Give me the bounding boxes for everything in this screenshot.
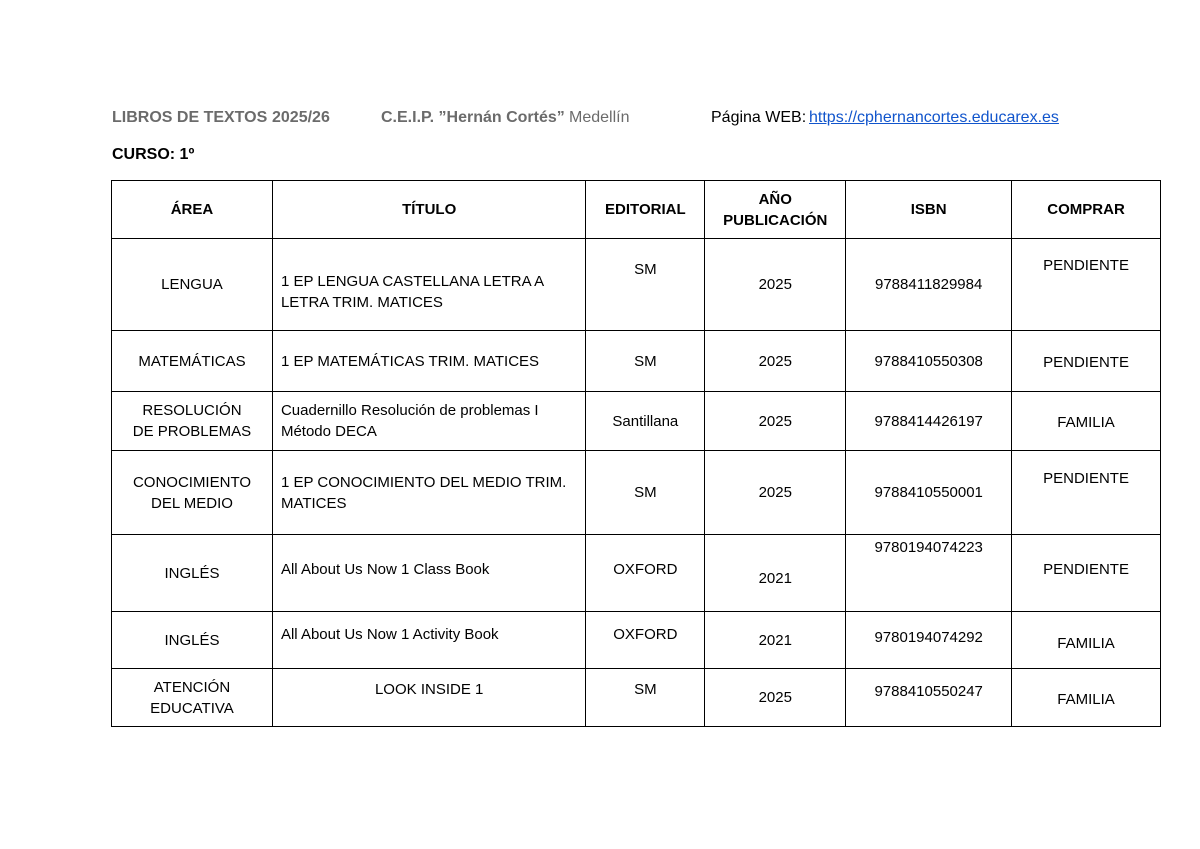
course-label: CURSO: 1º (112, 146, 195, 163)
cell-editorial: SM (586, 451, 705, 535)
cell-titulo: 1 EP CONOCIMIENTO DEL MEDIO TRIM. MATICES (272, 451, 585, 535)
cell-titulo: All About Us Now 1 Class Book (272, 535, 585, 612)
cell-anio: 2025 (705, 331, 846, 392)
header-year: 2025/26 (272, 109, 330, 126)
table-row (112, 669, 1161, 727)
table-row (112, 451, 1161, 535)
cell-anio: 2025 (705, 669, 846, 727)
cell-isbn: 9780194074223 (846, 535, 1012, 612)
cell-anio: 2021 (705, 535, 846, 612)
cell-editorial: SM (586, 669, 705, 727)
cell-isbn: 9788414426197 (846, 392, 1012, 451)
cell-isbn: 9788410550001 (846, 451, 1012, 535)
table-header-row (112, 181, 1161, 239)
header-town: Medellín (569, 109, 630, 126)
cell-area: INGLÉS (112, 612, 273, 669)
cell-titulo: 1 EP LENGUA CASTELLANA LETRA A LETRA TRIM. MATICES (272, 239, 585, 331)
cell-titulo: LOOK INSIDE 1 (272, 669, 585, 727)
header-web-label: Página WEB: (711, 109, 807, 126)
cell-editorial: Santillana (586, 392, 705, 451)
cell-area (112, 451, 273, 535)
cell-titulo: Cuadernillo Resolución de problemas I Método DECA (272, 392, 585, 451)
header-comprar: COMPRAR (1012, 181, 1161, 239)
cell-anio: 2025 (705, 392, 846, 451)
cell-area (112, 669, 273, 727)
cell-area: LENGUA (112, 239, 273, 331)
header-isbn: ISBN (846, 181, 1012, 239)
cell-isbn: 9788410550247 (846, 669, 1012, 727)
cell-area-text: RESOLUCIÓN DE PROBLEMAS (132, 402, 252, 440)
cell-comprar: FAMILIA (1012, 669, 1161, 727)
header-web-link[interactable]: https://cphernancortes.educarex.es (809, 109, 1059, 126)
table-row (112, 392, 1161, 451)
cell-titulo: 1 EP MATEMÁTICAS TRIM. MATICES (272, 331, 585, 392)
cell-area-text: CONOCIMIENTO DEL MEDIO (132, 473, 251, 512)
header-editorial: EDITORIAL (586, 181, 705, 239)
table-row (112, 612, 1161, 669)
cell-editorial: OXFORD (586, 612, 705, 669)
cell-comprar: PENDIENTE (1012, 239, 1161, 331)
cell-isbn: 9788410550308 (846, 331, 1012, 392)
cell-titulo: All About Us Now 1 Activity Book (272, 612, 585, 669)
cell-isbn: 9780194074292 (846, 612, 1012, 669)
cell-area: INGLÉS (112, 535, 273, 612)
table-row (112, 239, 1161, 331)
table-row (112, 535, 1161, 612)
cell-comprar: PENDIENTE (1012, 535, 1161, 612)
cell-area: MATEMÁTICAS (112, 331, 273, 392)
cell-editorial: SM (586, 239, 705, 331)
cell-anio: 2025 (705, 451, 846, 535)
cell-anio: 2025 (705, 239, 846, 331)
cell-isbn: 9788411829984 (846, 239, 1012, 331)
header-school: C.E.I.P. ”Hernán Cortés” (381, 109, 565, 126)
header-titulo: TÍTULO (272, 181, 585, 239)
table-row (112, 331, 1161, 392)
header-title: LIBROS DE TEXTOS (112, 109, 268, 126)
cell-comprar: PENDIENTE (1012, 451, 1161, 535)
cell-comprar: FAMILIA (1012, 392, 1161, 451)
header-anio (705, 181, 846, 239)
cell-area (112, 392, 273, 451)
cell-area-text: ATENCIÓN EDUCATIVA (150, 678, 234, 717)
textbook-table (111, 180, 1161, 727)
cell-comprar: FAMILIA (1012, 612, 1161, 669)
cell-editorial: SM (586, 331, 705, 392)
cell-comprar: PENDIENTE (1012, 331, 1161, 392)
cell-editorial: OXFORD (586, 535, 705, 612)
cell-anio: 2021 (705, 612, 846, 669)
header-area: ÁREA (112, 181, 273, 239)
header-anio-text: AÑO PUBLICACIÓN (723, 190, 828, 229)
